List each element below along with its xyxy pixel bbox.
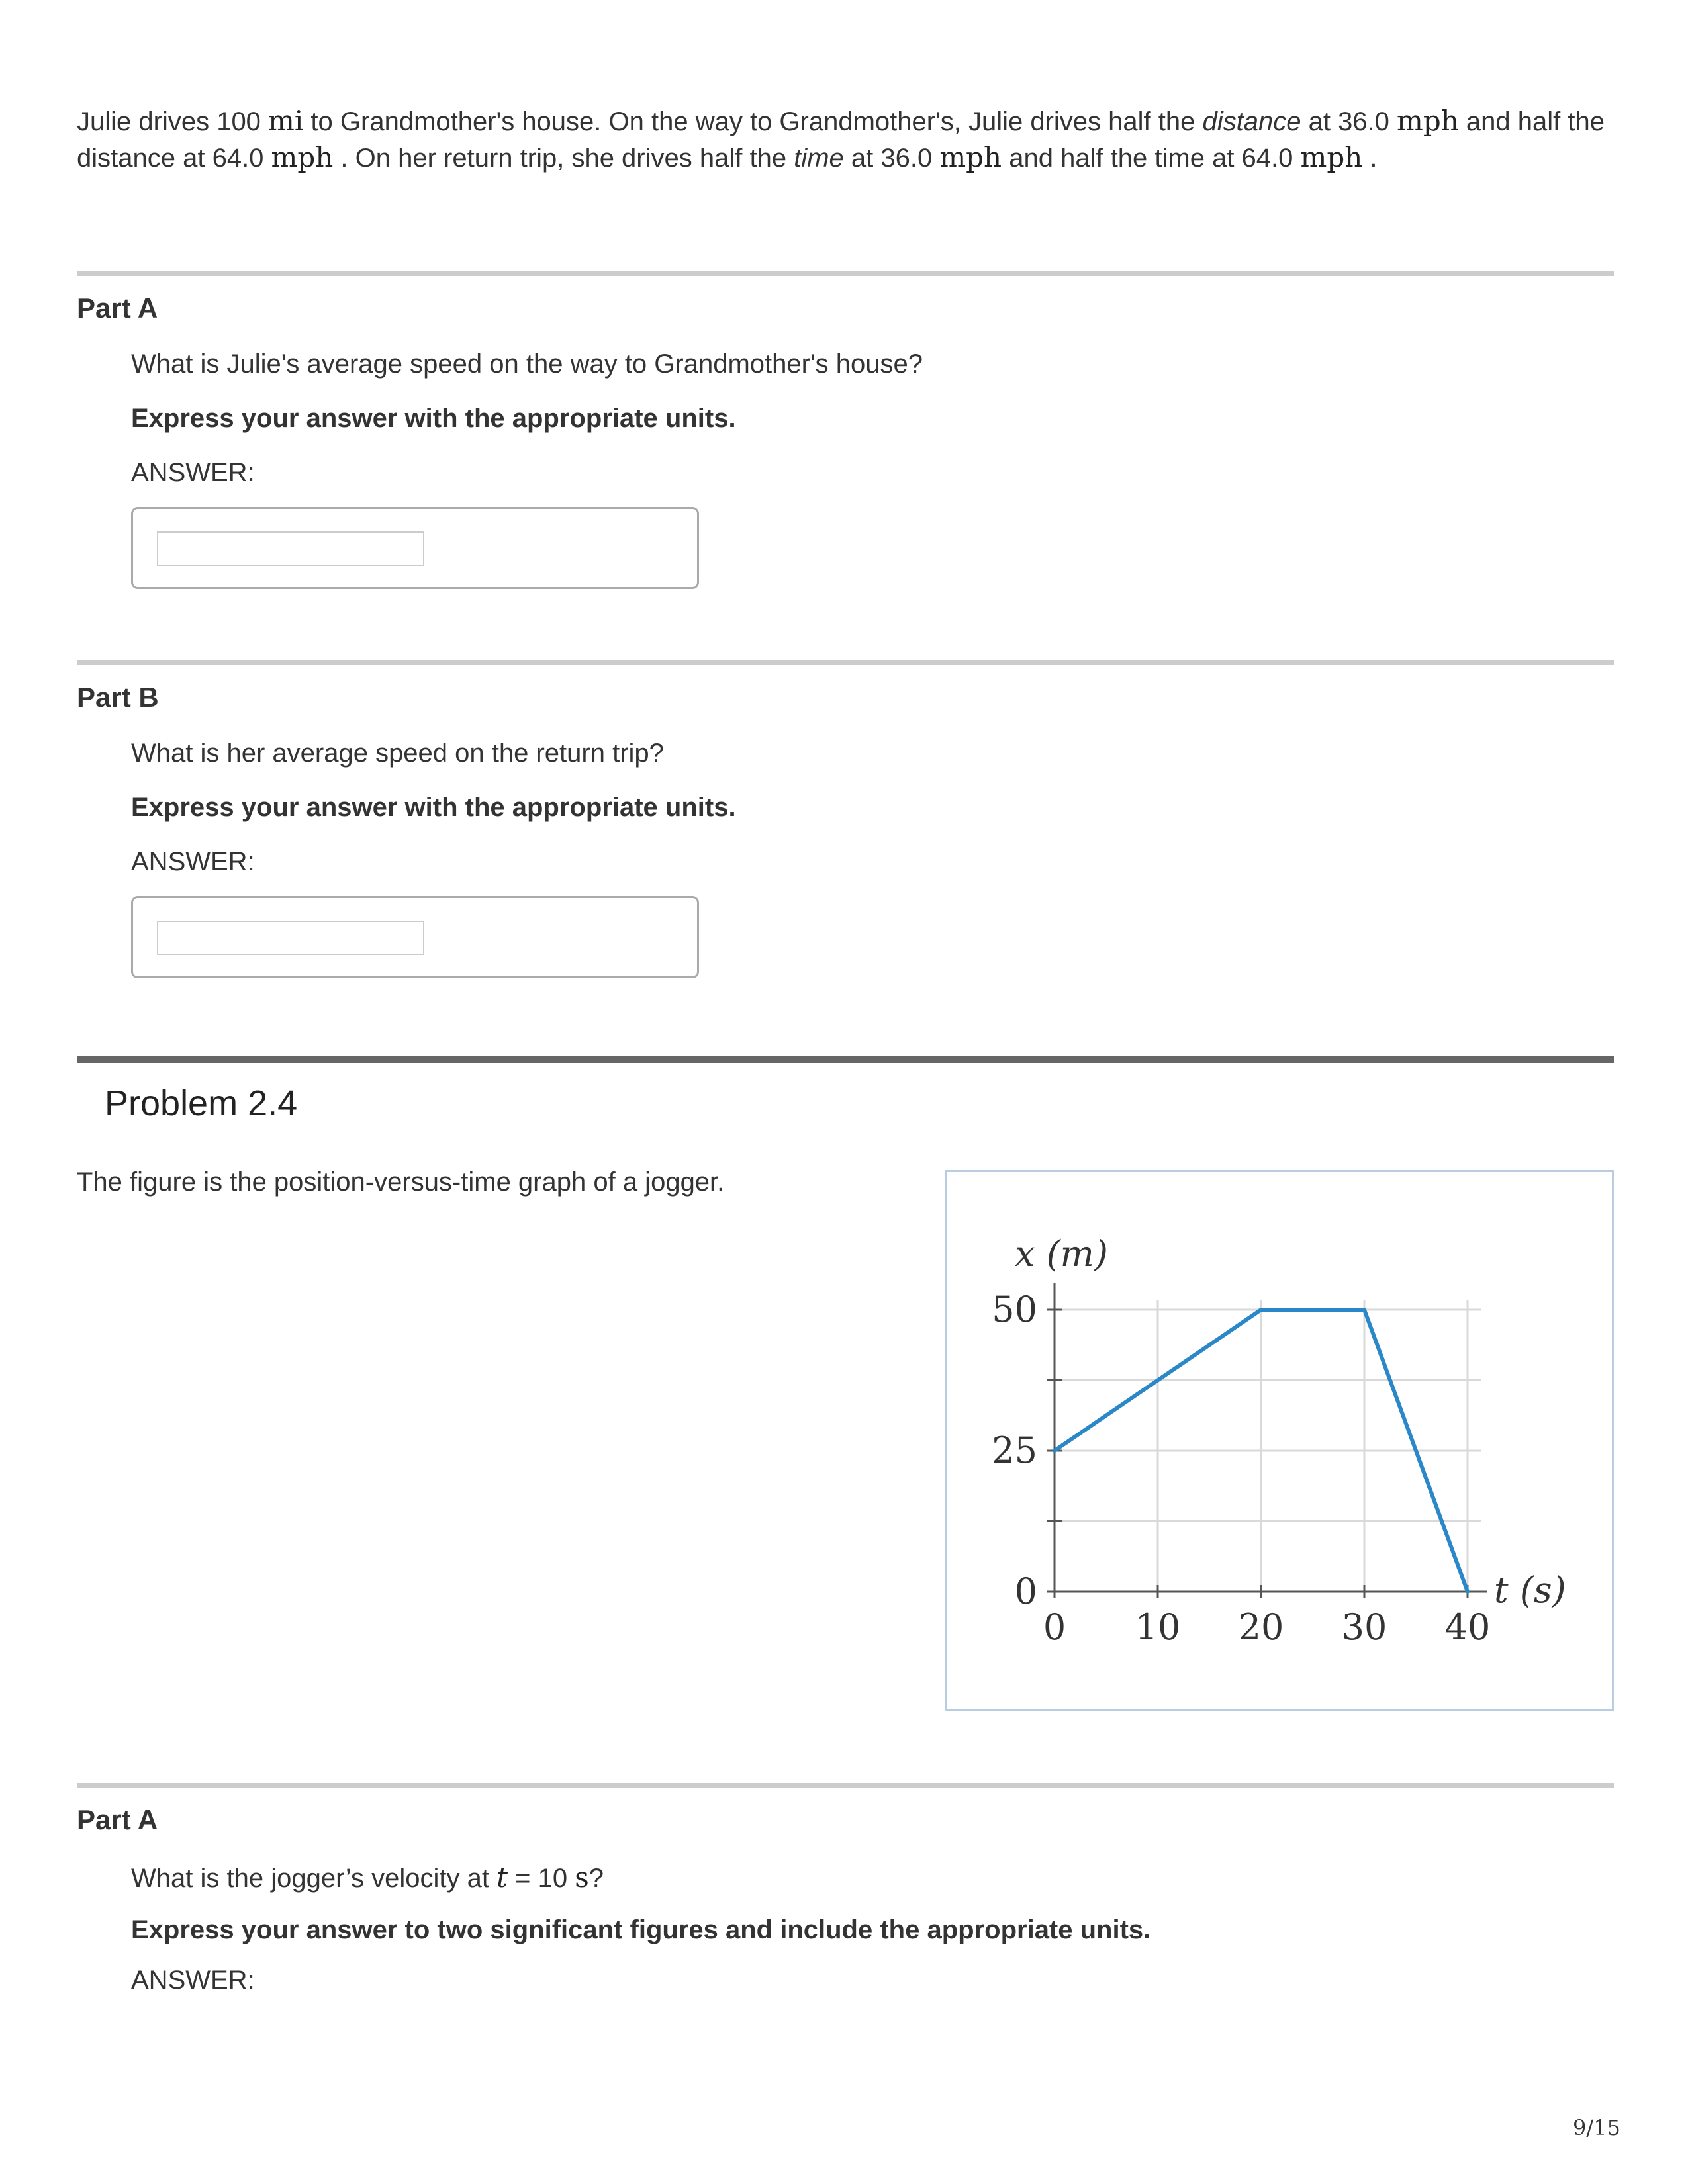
part-a-answer-label: ANSWER:	[131, 458, 255, 487]
x-tick-label: 40	[1444, 1606, 1491, 1648]
x-axis-label: t (s)	[1494, 1569, 1566, 1611]
intro-text: to Grandmother's house. On the way to Grandmother's, Julie drives half the	[303, 107, 1203, 136]
problem-2-4-part-a-answer-label: ANSWER:	[131, 1966, 255, 1995]
problem-2-4-part-a-question	[131, 1861, 604, 1893]
question-text: = 10	[508, 1864, 575, 1893]
unit-mph: mph	[1300, 141, 1363, 173]
part-a-instruction: Express your answer with the appropriate units.	[131, 404, 736, 433]
problem-title: Problem 2.4	[105, 1083, 298, 1123]
intro-text: .	[1362, 144, 1378, 173]
problem-2-4-part-a-instruction: Express your answer to two significant figures and include the appropriate units.	[131, 1915, 1151, 1944]
section-divider	[77, 271, 1614, 276]
part-b-answer-box	[131, 896, 699, 978]
x-tick-label: 0	[1043, 1606, 1066, 1648]
part-b-title: Part B	[77, 682, 159, 713]
position-time-chart	[947, 1172, 1612, 1709]
problem-divider	[77, 1056, 1614, 1063]
emphasis-distance: distance	[1202, 107, 1301, 136]
emphasis-time: time	[794, 144, 844, 173]
intro-text: and half the time at 64.0	[1002, 144, 1301, 173]
unit-s: s	[575, 1861, 589, 1893]
y-axis-label: x (m)	[1015, 1233, 1108, 1275]
part-a-question: What is Julie's average speed on the way to Grandmother's house?	[131, 349, 923, 379]
x-tick-label: 10	[1135, 1606, 1181, 1648]
intro-text: Julie drives 100	[77, 107, 269, 136]
part-b-instruction: Express your answer with the appropriate units.	[131, 793, 736, 822]
part-b-answer-label: ANSWER:	[131, 847, 255, 876]
part-a-answer-input[interactable]	[157, 531, 424, 566]
unit-mph: mph	[271, 141, 334, 173]
y-tick-label: 25	[992, 1430, 1037, 1471]
problem-intro-text	[77, 103, 1619, 176]
y-tick-label: 50	[992, 1289, 1037, 1330]
unit-mi: mi	[268, 105, 304, 137]
problem-2-4-part-a-title: Part A	[77, 1804, 158, 1835]
question-text: ?	[588, 1864, 604, 1893]
intro-text: at 36.0	[1301, 107, 1397, 136]
variable-t: t	[496, 1861, 508, 1893]
unit-mph: mph	[1397, 105, 1459, 137]
figure-caption: The figure is the position-versus-time graph of a jogger.	[77, 1167, 725, 1197]
section-divider	[77, 660, 1614, 665]
part-b-answer-input[interactable]	[157, 921, 424, 955]
intro-text: . On her return trip, she drives half the	[333, 144, 794, 173]
part-b-question: What is her average speed on the return trip?	[131, 739, 664, 768]
y-tick-label: 0	[1014, 1570, 1037, 1612]
x-tick-label: 30	[1341, 1606, 1387, 1648]
x-tick-label: 20	[1238, 1606, 1284, 1648]
intro-text: at 36.0	[843, 144, 940, 173]
question-text: What is the jogger’s velocity at	[131, 1864, 497, 1893]
unit-mph: mph	[939, 141, 1002, 173]
page-number: 9/15	[1573, 2115, 1620, 2140]
section-divider	[77, 1783, 1614, 1788]
figure-frame	[945, 1170, 1614, 1711]
intro-text: and half the distance at 64.0	[77, 107, 1605, 173]
part-a-answer-box	[131, 507, 699, 589]
part-a-title: Part A	[77, 293, 158, 324]
